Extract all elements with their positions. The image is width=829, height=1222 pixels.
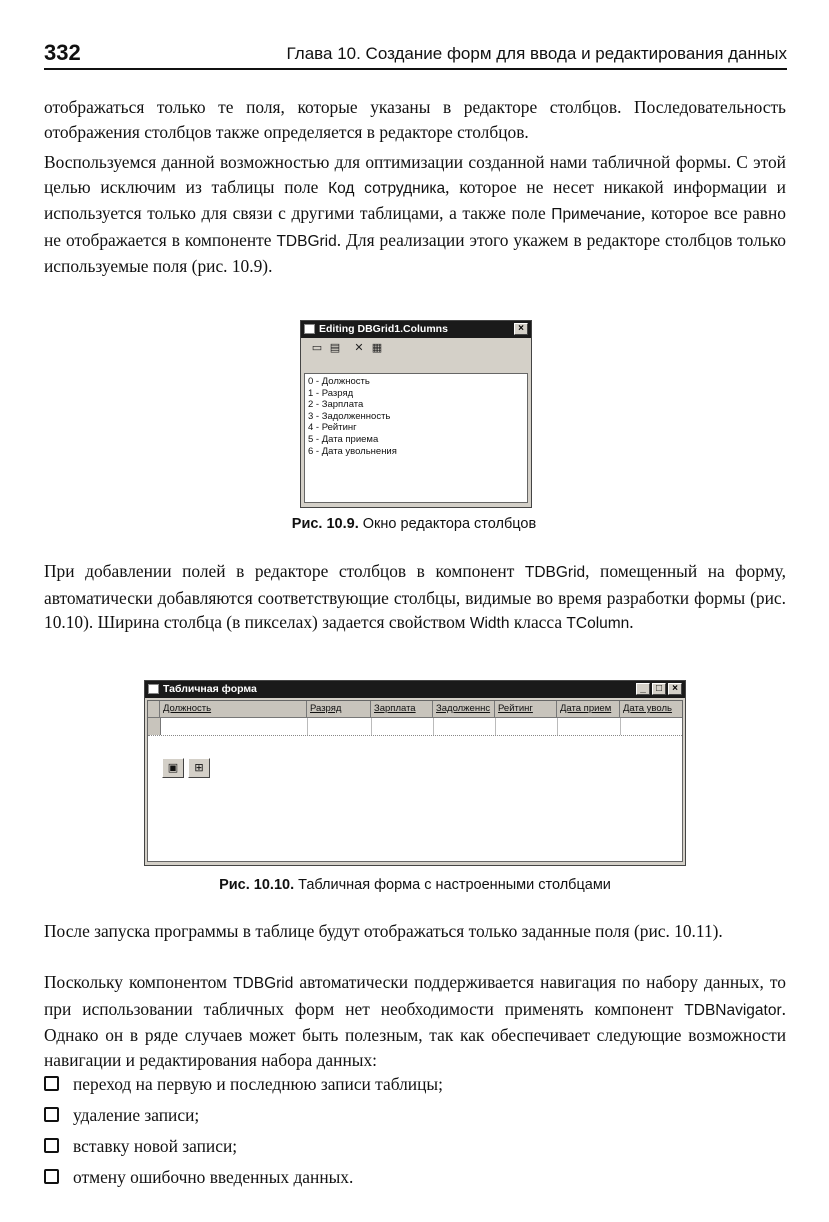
grid-column-header[interactable]: Дата уволь bbox=[623, 703, 672, 714]
p2-text-a: Воспользуемся данной возможностью для оптимизации созданной нами табличной формы. С этой целью исключим из таблицы поле bbox=[44, 152, 786, 197]
list-item[interactable]: 5 - Дата приема bbox=[308, 433, 379, 445]
datasource-component-icon[interactable]: ▣ bbox=[162, 758, 184, 778]
maximize-icon[interactable]: □ bbox=[652, 683, 666, 695]
grid-indicator-header bbox=[148, 701, 160, 717]
grid-column-header[interactable]: Должность bbox=[160, 701, 307, 717]
list-item[interactable]: 0 - Должность bbox=[308, 376, 370, 387]
columns-list[interactable] bbox=[304, 373, 528, 503]
p3-text-d: . bbox=[629, 612, 634, 633]
grid-column-header[interactable]: Разряд bbox=[307, 701, 371, 717]
grid-header-row bbox=[148, 701, 682, 718]
p3-text-a: При добавлении полей в редакторе столбцов в компонент bbox=[44, 561, 525, 581]
p5-text-a: Поскольку компонентом bbox=[44, 972, 234, 992]
bullet-text: удаление записи; bbox=[73, 1105, 200, 1125]
table-component-icon[interactable]: ⊞ bbox=[188, 758, 210, 778]
p2-text-d: . Для реализации этого укажем в редакторе столбцов только используемые поля (рис. 10.9). bbox=[44, 229, 787, 277]
minimize-icon[interactable]: _ bbox=[636, 683, 650, 695]
bullet-item bbox=[44, 1072, 786, 1096]
grid-col-divider bbox=[557, 718, 558, 735]
paragraph-1: отображаться только те поля, которые указаны в редакторе столбцов. Последовательность отображения столбцов также определяется в редакторе столбцов. bbox=[44, 97, 786, 142]
list-item[interactable]: 4 - Рейтинг bbox=[308, 422, 357, 434]
table-form-title: Табличная форма bbox=[163, 683, 257, 695]
grid-empty-row[interactable] bbox=[148, 718, 682, 736]
delete-icon[interactable]: ✕ bbox=[354, 342, 364, 354]
p3-text-b: , помещенный на форму, автоматически добавляются соответствующие столбцы, видимые во время разработки формы (рис. 10.10). Ширина столбца (в пикселах) задается свойством bbox=[44, 561, 786, 633]
p2-text-b: , которое не несет никакой информации и используется только для связи с другими таблицами, а также поле bbox=[44, 176, 786, 224]
close-icon[interactable]: × bbox=[514, 323, 528, 335]
code-tdbnavigator: TDBNavigator bbox=[684, 1001, 782, 1019]
table-form-titlebar bbox=[145, 681, 685, 698]
grid-icon[interactable]: ▦ bbox=[371, 342, 383, 354]
caption-text: Окно редактора столбцов bbox=[358, 516, 537, 532]
grid-col-divider bbox=[433, 718, 434, 735]
figure-10-9-caption bbox=[200, 516, 628, 532]
grid-col-divider bbox=[371, 718, 372, 735]
list-item[interactable]: 2 - Зарплата bbox=[308, 399, 364, 411]
p2-text-c: , которое все равно не отображается в компоненте bbox=[44, 203, 786, 250]
paragraph-2 bbox=[44, 150, 786, 279]
checkbox-bullet-icon bbox=[44, 1076, 59, 1091]
list-item[interactable]: 6 - Дата увольнения bbox=[308, 445, 397, 457]
grid-col-divider bbox=[495, 718, 496, 735]
columns-editor-window bbox=[300, 320, 532, 508]
paragraph-4: После запуска программы в таблице будут отображаться только заданные поля (рис. 10.11). bbox=[44, 921, 723, 941]
window-icon bbox=[148, 684, 159, 694]
grid-column-header[interactable]: Зарплата bbox=[371, 701, 433, 717]
code-tdbgrid: TDBGrid bbox=[233, 975, 294, 992]
checkbox-bullet-icon bbox=[44, 1169, 59, 1184]
bullet-text: вставку новой записи; bbox=[73, 1136, 238, 1156]
header-rule bbox=[44, 68, 787, 70]
caption-text: Табличная форма с настроенными столбцами bbox=[294, 877, 611, 893]
p5-text-b: автоматически поддерживается навигация по набору данных, то при использовании табличных форм нет необходимости применять компонент bbox=[44, 972, 786, 1019]
add-all-fields-icon[interactable]: ▤ bbox=[329, 342, 341, 354]
paragraph-3 bbox=[44, 559, 786, 637]
caption-label: Рис. 10.9. bbox=[291, 516, 359, 532]
paragraph-5 bbox=[44, 970, 786, 1072]
table-form-window bbox=[144, 680, 686, 866]
list-item[interactable]: 1 - Разряд bbox=[308, 387, 354, 399]
code-tcolumn: TColumn bbox=[566, 615, 630, 633]
code-kod-sotrudnika: Код сотрудника bbox=[328, 179, 446, 197]
caption-label: Рис. 10.10. bbox=[219, 877, 295, 893]
p5-text-c: . Однако он в ряде случаев может быть полезным, так как обеспечивает следующие возможности навигации и редактирования набора данных: bbox=[44, 998, 786, 1070]
grid-row-indicator bbox=[148, 718, 161, 735]
grid-column-header[interactable]: Задолженнс bbox=[433, 701, 495, 717]
close-icon[interactable]: × bbox=[668, 683, 682, 695]
bullet-text: переход на первую и последнюю записи таблицы; bbox=[73, 1074, 443, 1094]
columns-editor-titlebar bbox=[301, 321, 531, 338]
columns-editor-title: Editing DBGrid1.Columns bbox=[319, 323, 448, 335]
bullet-text: отмену ошибочно введенных данных. bbox=[73, 1167, 354, 1187]
list-item[interactable]: 3 - Задолженность bbox=[308, 410, 391, 422]
checkbox-bullet-icon bbox=[44, 1107, 59, 1122]
grid-col-divider bbox=[620, 718, 621, 735]
add-new-icon[interactable]: ▭ bbox=[311, 342, 323, 354]
code-width: Width bbox=[469, 615, 510, 633]
checkbox-bullet-icon bbox=[44, 1138, 59, 1153]
grid-column-header[interactable]: Рейтинг bbox=[495, 701, 557, 717]
bullet-item bbox=[44, 1165, 786, 1189]
grid-column-header[interactable]: Дата прием bbox=[557, 701, 620, 717]
window-icon bbox=[304, 324, 315, 334]
columns-editor-toolbar bbox=[301, 338, 531, 360]
figure-10-10-caption bbox=[150, 877, 680, 893]
code-tdbgrid: TDBGrid bbox=[276, 232, 337, 250]
code-tdbgrid: TDBGrid bbox=[524, 564, 586, 581]
bullet-item bbox=[44, 1134, 786, 1158]
code-primechanie: Примечание bbox=[551, 206, 642, 224]
running-head: Глава 10. Создание форм для ввода и редактирования данных bbox=[286, 44, 787, 63]
dbgrid[interactable] bbox=[147, 700, 683, 862]
grid-col-divider bbox=[307, 718, 308, 735]
p3-text-c: класса bbox=[509, 612, 567, 633]
page-number: 332 bbox=[44, 40, 81, 65]
bullet-item bbox=[44, 1103, 786, 1127]
